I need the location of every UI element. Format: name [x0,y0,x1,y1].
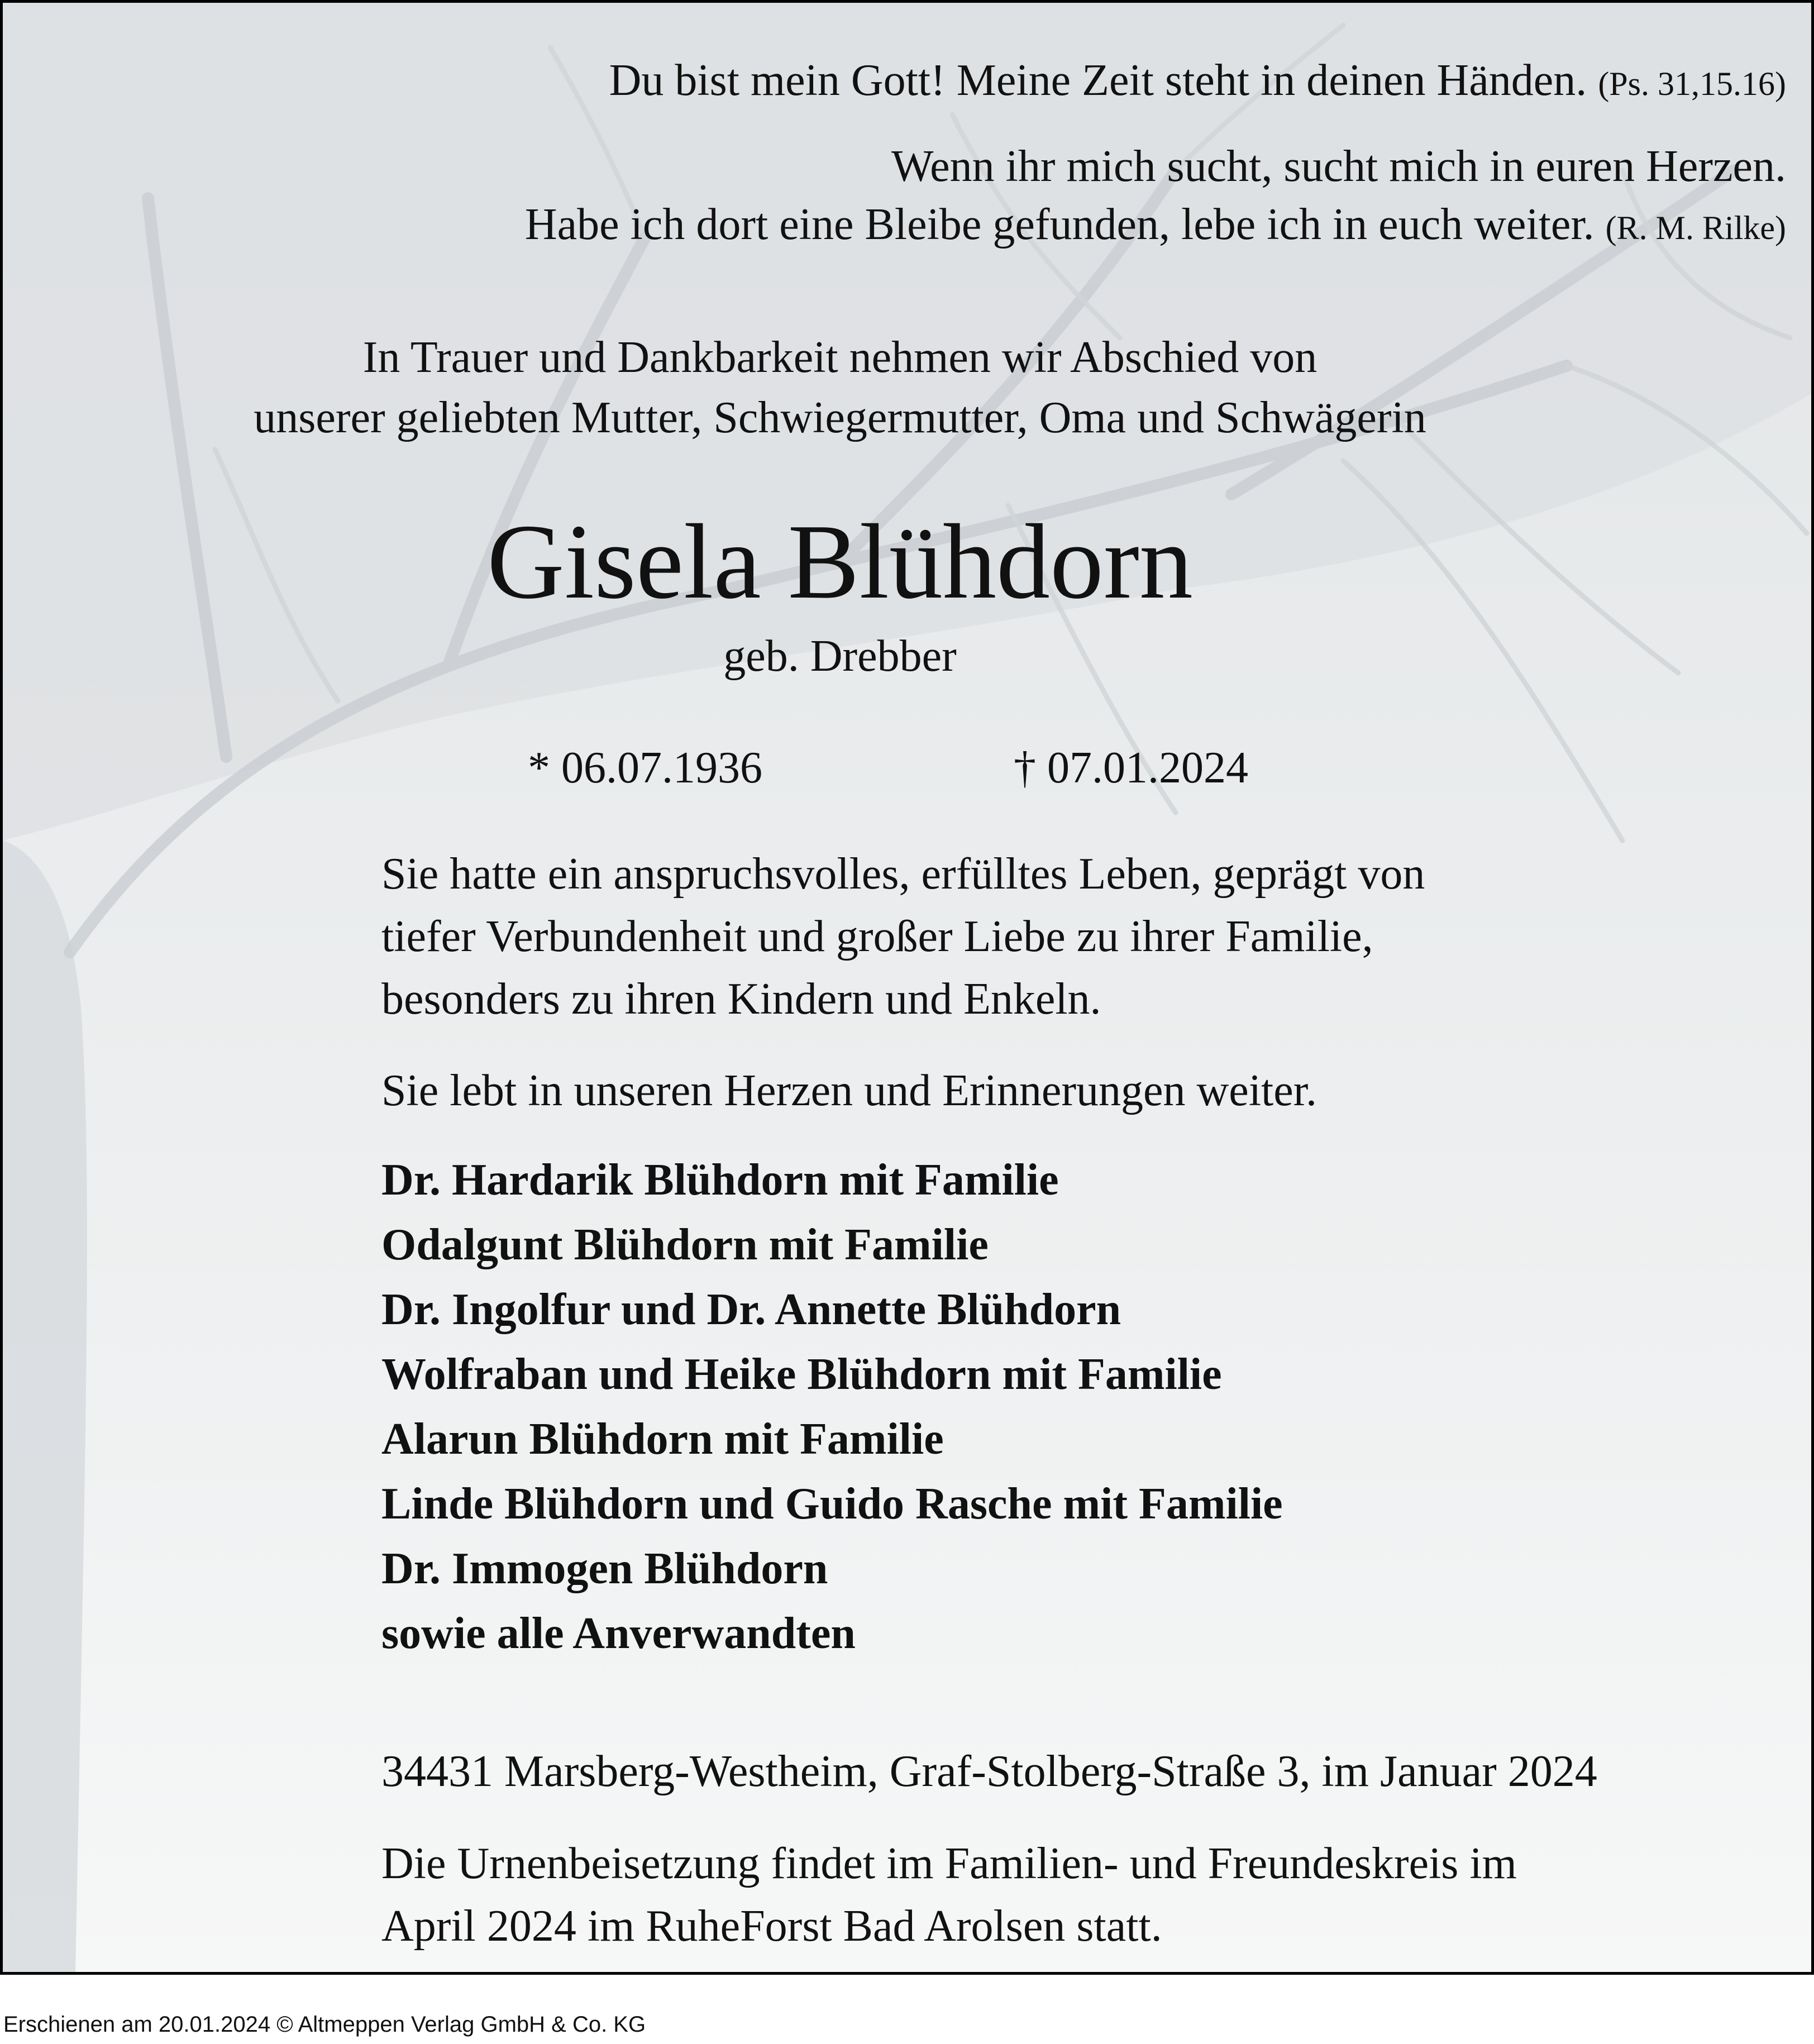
publication-footer: Erschienen am 20.01.2024 © Altmeppen Verlag GmbH & Co. KG [3,2012,646,2037]
verse-psalm [609,55,1786,106]
address-line: 34431 Marsberg-Westheim, Graf-Stolberg-Straße 3, im Januar 2024 [381,1747,1597,1796]
mourner-1: Dr. Hardarik Blühdorn mit Familie [381,1155,1059,1205]
verse-psalm-source: (Ps. 31,15.16) [1598,65,1786,102]
verse-rilke-line-2-text: Habe ich dort eine Bleibe gefunden, lebe ich in euch weiter. [524,200,1595,249]
intro-line-2: unserer geliebten Mutter, Schwiegermutter, Oma und Schwägerin [254,393,1426,442]
deceased-name: Gisela Blühdorn [487,502,1193,621]
birth-date: * 06.07.1936 [528,743,762,792]
verse-rilke-line-2 [525,199,1786,250]
tribute-line-2: tiefer Verbundenheit und großer Liebe zu ihrer Familie, [381,912,1373,961]
tribute-line-3: besonders zu ihren Kindern und Enkeln. [381,975,1101,1024]
mourner-7: Dr. Immogen Blühdorn [381,1544,828,1593]
mourner-5: Alarun Blühdorn mit Familie [381,1415,944,1464]
tribute-line-4: Sie lebt in unseren Herzen und Erinnerungen weiter. [381,1066,1317,1115]
burial-line-1: Die Urnenbeisetzung findet im Familien- und Freundeskreis im [381,1839,1517,1888]
burial-line-2: April 2024 im RuheForst Bad Arolsen statt. [381,1902,1162,1951]
birth-name: geb. Drebber [723,632,957,681]
intro-line-1: In Trauer und Dankbarkeit nehmen wir Abschied von [362,333,1317,382]
verse-rilke-source: (R. M. Rilke) [1605,209,1786,246]
tribute-line-1: Sie hatte ein anspruchsvolles, erfülltes Leben, geprägt von [381,849,1425,899]
mourner-4: Wolfraban und Heike Blühdorn mit Familie [381,1350,1222,1399]
verse-rilke-line-1: Wenn ihr mich sucht, sucht mich in euren Herzen. [891,142,1786,191]
mourner-6: Linde Blühdorn und Guido Rasche mit Familie [381,1479,1283,1529]
mourner-2: Odalgunt Blühdorn mit Familie [381,1220,989,1269]
death-date: † 07.01.2024 [1014,743,1248,792]
mourner-3: Dr. Ingolfur und Dr. Annette Blühdorn [381,1285,1121,1334]
mourner-8: sowie alle Anverwandten [381,1609,856,1658]
verse-psalm-text: Du bist mein Gott! Meine Zeit steht in deinen Händen. [609,56,1587,105]
